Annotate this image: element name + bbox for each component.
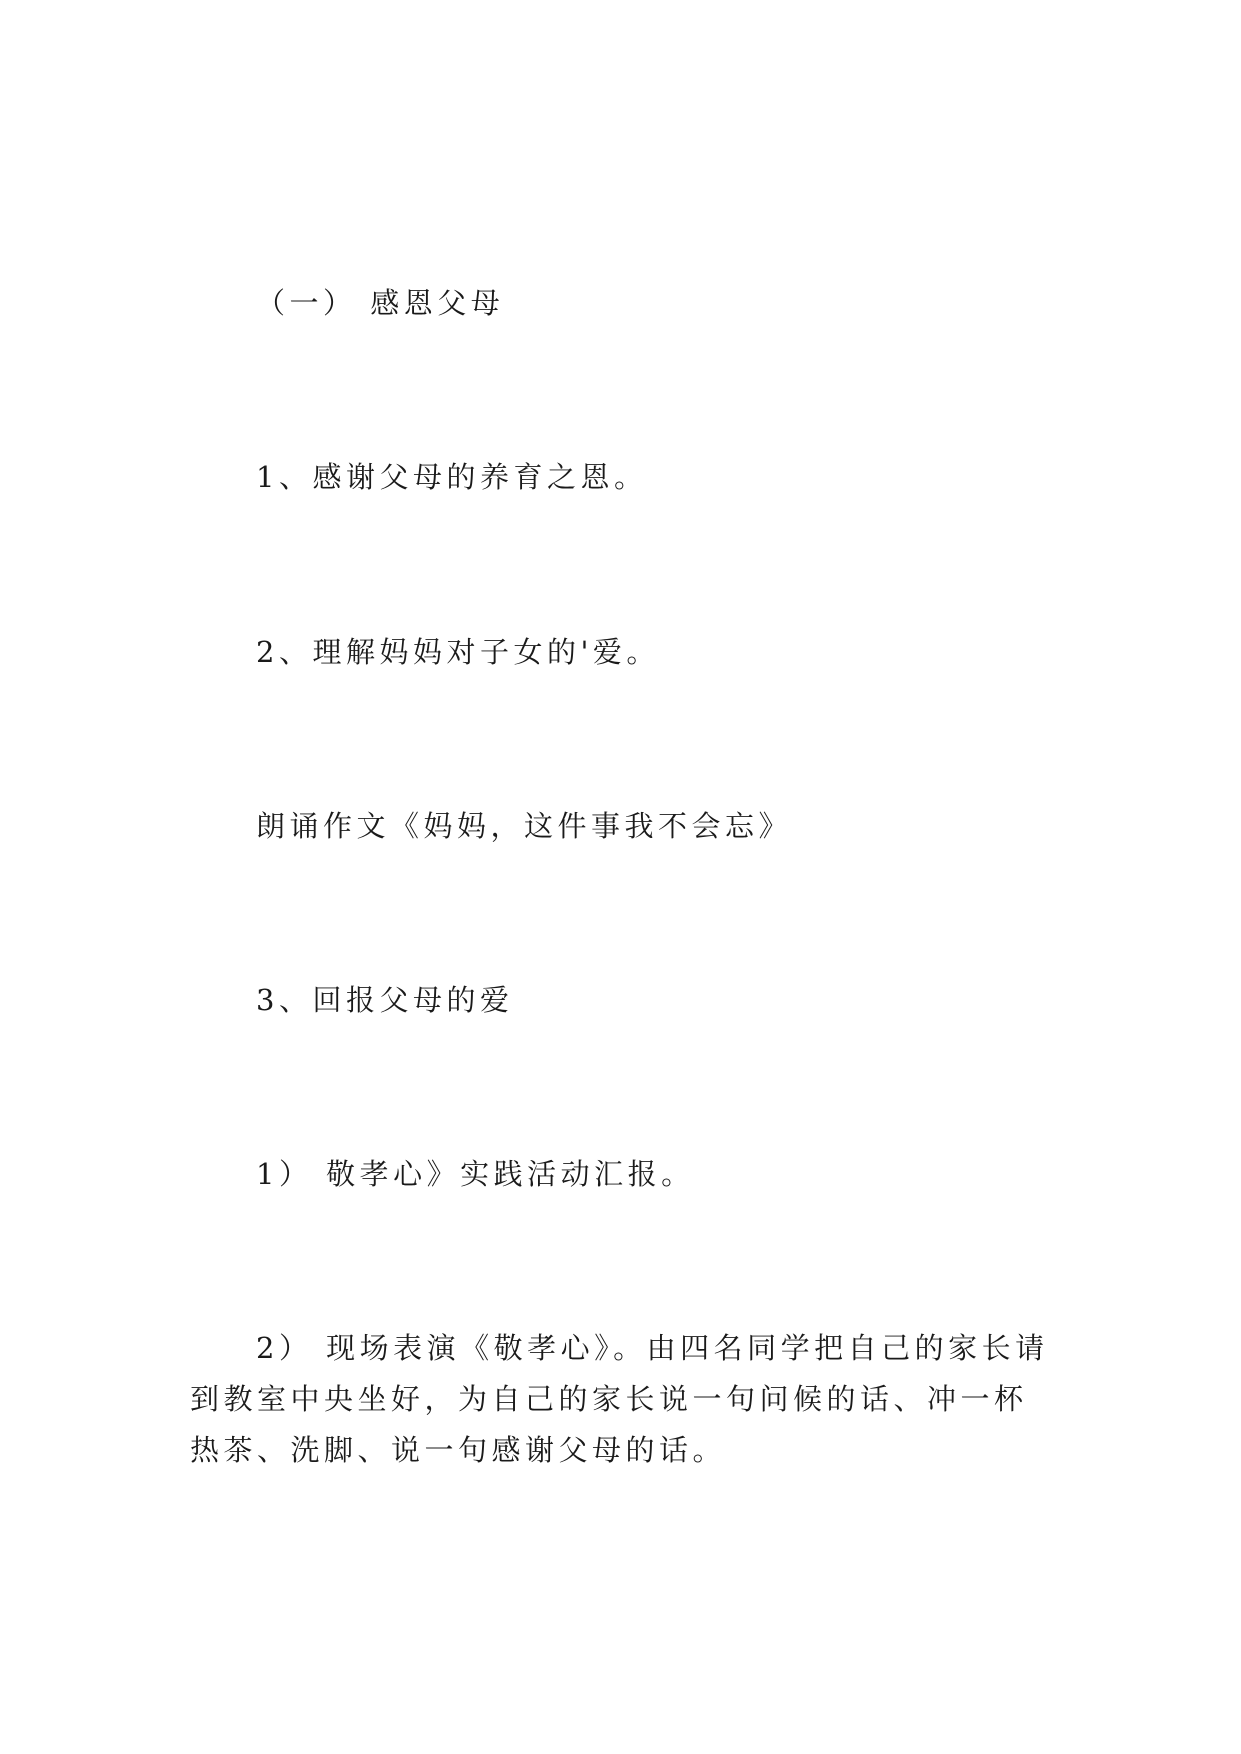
list-item: 2、理解妈妈对子女的'爱。 [256,635,660,669]
section-heading: （一） 感恩父母 [256,286,505,320]
list-item: 3、回报父母的爱 [256,983,514,1017]
sub-list-item: 1） 敬孝心》实践活动汇报。 [256,1157,695,1191]
list-item: 1、感谢父母的养育之恩。 [256,460,648,494]
sub-list-item: 2） 现场表演《敬孝心》。由四名同学把自己的家长请到教室中央坐好，为自己的家长说一句问候的话、冲一杯热茶、洗脚、说一句感谢父母的话。 [190,1331,1049,1467]
paragraph: 朗诵作文《妈妈，这件事我不会忘》 [256,809,793,843]
